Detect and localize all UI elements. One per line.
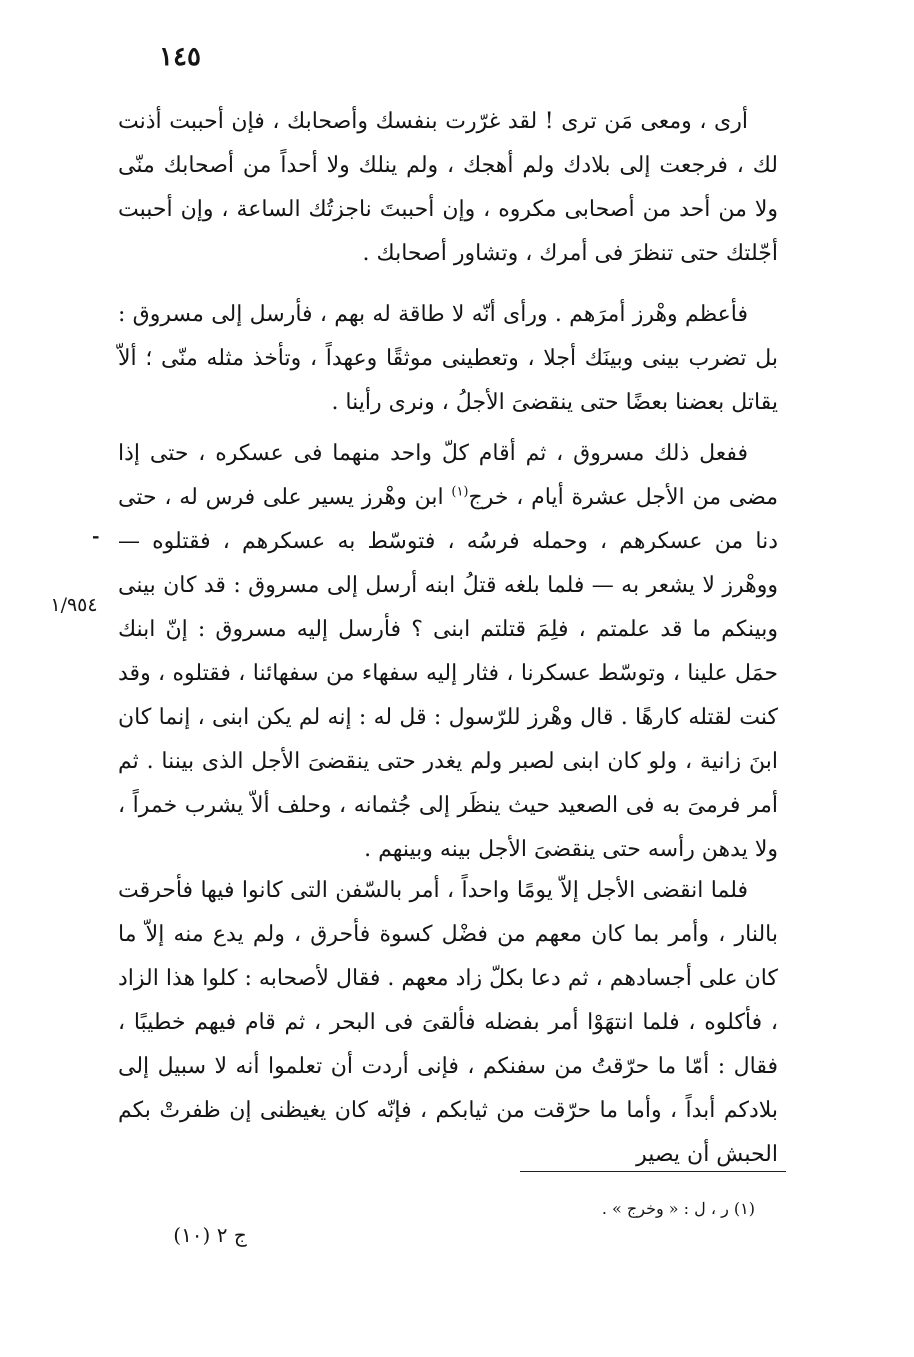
paragraph-text: فأعظم وهْرز أمرَهم . ورأى أنّه لا طاقة له بهم ، فأرسل إلى مسروق : بل تضرب بينى وبينَك أجلا ، وتعطينى موثقًا وعهداً ، وتأخذ مثله منّى ؛ ألاّ يقاتل بعضنا بعضًا حتى ينقضىَ الأجلُ ، ونرى رأينا . xyxy=(118,302,778,415)
paragraph-text-end: ابن وهْرز يسير على فرس له ، حتى دنا من عسكرهم ، وحمله فرسُه ، فتوسّط به عسكرهم ، فقتلوه — ووهْرز لا يشعر به — فلما بلغه قتلُ ابنه أرسل إلى مسروق : قد كان بينى وبينكم ما قد علمتم ، فلِمَ قتلتم ابنى ؟ فأرسل إليه مسروق : إنّ ابنك حمَل علينا ، وتوسّط عسكرنا ، فثار إليه سفهاء من سفهائنا ، فقتلوه ، وقد كنت لقتله كارهًا . قال وهْرز للرّسول : قل له : إنه لم يكن ابنى ، إنما كان ابنَ زانية ، ولو كان ابنى لصبر ولم يغدر حتى ينقضىَ الأجل الذى بيننا . ثم أمر فرمىَ به فى الصعيد حيث ينظَر إلى جُثمانه ، وحلف ألاّ يشرب خمراً ، ولا يدهن رأسه حتى ينقضىَ الأجل بينه وبينهم . xyxy=(118,485,778,862)
paragraph-text-start: ففعل ذلك مسروق ، ثم أقام كلّ واحد منهما فى عسكره ، حتى إذا مضى من الأجل عشرة أيام ، خرج xyxy=(118,441,778,510)
signature-mark: ج ٢ (١٠) xyxy=(173,1223,247,1247)
paragraph-4 xyxy=(118,869,778,1177)
paragraph-2 xyxy=(118,293,778,425)
paragraph-text: أرى ، ومعى مَن ترى ! لقد غرّرت بنفسك وأصحابك ، فإن أحببت أذنت لك ، فرجعت إلى بلادك ولم أهجك ، ولم ينلك ولا أحداً من أصحابك منّى ولا من أحد من أصحابى مكروه ، وإن أحببتَ ناجزتُك الساعة ، وإن أحببت أجّلتك حتى تنظرَ فى أمرك ، وتشاور أصحابك . xyxy=(118,109,778,266)
paragraph-1 xyxy=(118,100,778,276)
page-number: ١٤٥ xyxy=(159,42,201,72)
footnote-marker: (١) xyxy=(451,484,469,500)
paragraph-3 xyxy=(118,432,778,872)
paragraph-text: فلما انقضى الأجل إلاّ يومًا واحداً ، أمر بالسّفن التى كانوا فيها فأحرقت بالنار ، وأمر بما كان معهم من فضْل كسوة فأحرق ، ولم يدع منه إلاّ ما كان على أجسادهم ، ثم دعا بكلّ زاد معهم . فقال لأصحابه : كلوا هذا الزاد ، فأكلوه ، فلما انتهَوْا أمر بفضله فألقىَ فى البحر ، ثم قام فيهم خطيبًا ، فقال : أمّا ما حرّقتُ من سفنكم ، فإنى أردت أن تعلموا أنه لا سبيل إلى بلادكم أبداً ، وأما ما حرّقت من ثيابكم ، فإنّه كان يغيظنى إن ظفرتْ بكم الحبش أن يصير xyxy=(118,878,779,1167)
margin-reference: ١/٩٥٤ xyxy=(50,594,98,616)
margin-mark: - xyxy=(92,526,100,547)
footnote-divider xyxy=(520,1171,786,1172)
paragraph-text xyxy=(118,432,778,872)
footnote: (١) ر ، ل : « وخرج » . xyxy=(601,1199,755,1218)
